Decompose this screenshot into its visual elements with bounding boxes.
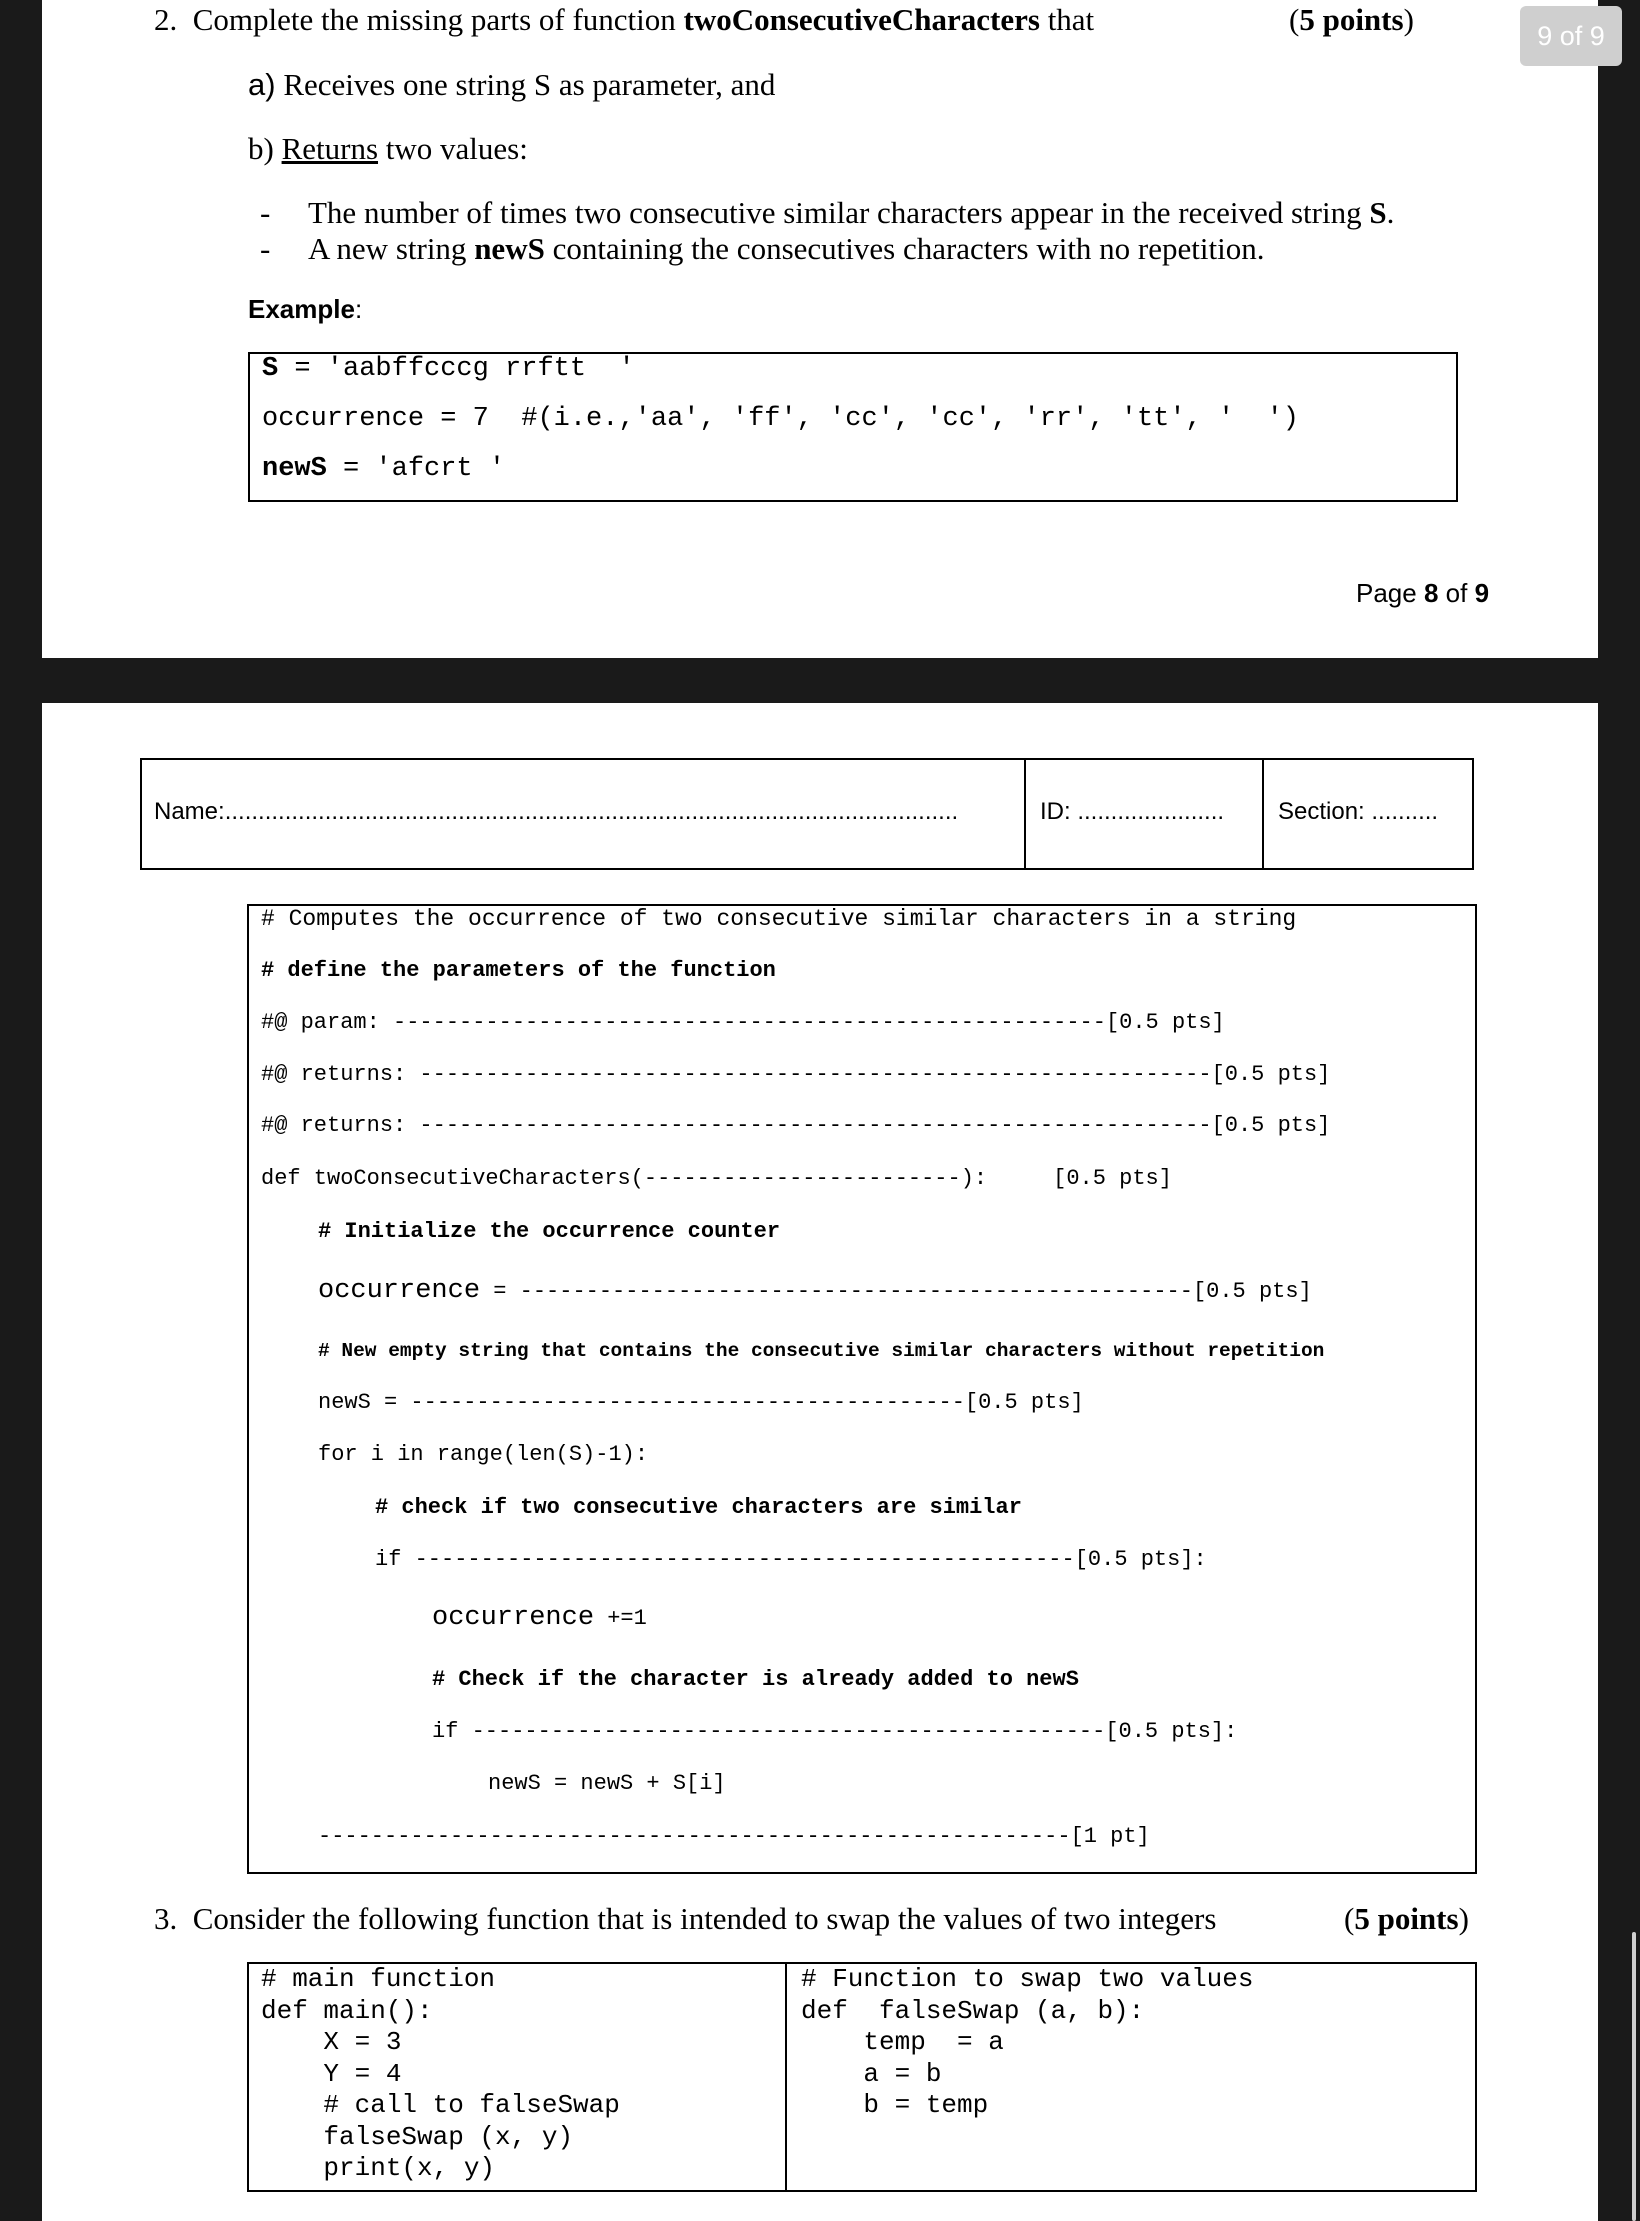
example-label: Example: [248,294,363,324]
code-line-def: def twoConsecutiveCharacters(------------------------): [0.5 pts] [261,1166,1172,1191]
code-line-return-blank: ---------------------------------------------------------[1 pt] [318,1824,1150,1849]
false-swap-code [801,1964,1253,2122]
code-line: print(x, y) [261,2153,496,2183]
page-9 [42,703,1598,2221]
code-line-returns-1: #@ returns: ------------------------------------------------------------[0.5 pts] [261,1062,1331,1087]
code-line: temp = a [801,2027,1004,2057]
main-function-code [261,1964,620,2185]
section-field: Section: .......... [1278,798,1439,825]
swap-code-table [247,1962,1477,2192]
question-3-title: 3. Consider the following function that is intended to swap the values of two integers [154,1901,1217,1936]
bullet-1: The number of times two consecutive similar characters appear in the received string S. [308,195,1395,230]
example-line-occurrence: occurrence = 7 #(i.e.,'aa', 'ff', 'cc', 'cc', 'rr', 'tt', ' ') [262,404,1299,434]
code-line: def falseSwap (a, b): [801,1995,1145,2026]
code-line: falseSwap (x, y) [261,2121,574,2152]
code-line-comment-initialize: # Initialize the occurrence counter [318,1219,781,1244]
name-field: Name:.............................................................................................................. [154,798,959,825]
question-2-points: (5 points) [1289,2,1414,37]
code-line: # call to falseSwap [261,2090,620,2120]
part-b: b) Returns two values: [248,131,528,166]
code-line-news-append: newS = newS + S[i] [488,1771,726,1796]
scrollbar-track[interactable] [1598,0,1640,2221]
code-line: b = temp [801,2090,989,2120]
page-8 [42,0,1598,658]
example-box [248,352,1458,502]
question-2-number: 2. [154,2,178,37]
divider [1024,760,1026,868]
code-line-returns-2: #@ returns: ------------------------------------------------------------[0.5 pts] [261,1113,1331,1138]
part-a: a) Receives one string S as parameter, and [248,67,776,102]
code-line-for-loop: for i in range(len(S)-1): [318,1442,649,1467]
code-line: Y = 4 [261,2058,402,2089]
code-line-comment-check-added: # Check if the character is already added to newS [432,1667,1079,1692]
code-line: X = 3 [261,2027,402,2057]
divider [1262,760,1264,868]
page-indicator-badge: 9 of 9 [1520,6,1622,66]
question-3-number: 3. [154,1901,178,1936]
bullet-2: A new string newS containing the consecutives characters with no repetition. [308,231,1265,266]
example-line-s: S = 'aabffcccg rrftt ' [262,354,635,384]
code-line-occurrence-init: occurrence = ---------------------------------------------------[0.5 pts] [318,1276,1312,1306]
code-line-param: #@ param: ------------------------------------------------------[0.5 pts] [261,1010,1225,1035]
code-line: # Function to swap two values [801,1964,1254,1994]
code-line: a = b [801,2058,942,2089]
id-field: ID: ...................... [1040,798,1225,825]
example-line-news: newS = 'afcrt ' [262,454,506,484]
scrollbar-thumb[interactable] [1632,1932,1636,2221]
code-line-comment-check: # check if two consecutive characters are similar [375,1495,1022,1520]
code-line-if-2: if ------------------------------------------------[0.5 pts]: [432,1719,1238,1744]
code-line: # main function [261,1964,496,1994]
code-line-comment-define: # define the parameters of the function [261,958,776,983]
code-line-occurrence-increment: occurrence +=1 [432,1603,647,1633]
question-3-points: (5 points) [1344,1901,1469,1936]
code-line: def main(): [261,1995,433,2026]
student-info-table [140,758,1474,870]
question-2-title: 2. Complete the missing parts of function twoConsecutiveCharacters that [154,2,1095,37]
divider [785,1964,787,2190]
code-line-comment-new-string: # New empty string that contains the consecutive similar characters without repetition [318,1340,1325,1362]
code-line-if-1: if --------------------------------------------------[0.5 pts]: [375,1547,1207,1572]
bullet-1-dash: - [260,195,271,230]
function-name: twoConsecutiveCharacters [683,2,1040,37]
code-box [247,904,1477,1874]
page-footer: Page 8 of 9 [1356,578,1490,608]
bullet-2-dash: - [260,231,271,266]
code-line-comment-computes: # Computes the occurrence of two consecutive similar characters in a string [261,906,1297,932]
code-line-news-init: newS = ------------------------------------------[0.5 pts] [318,1390,1084,1415]
